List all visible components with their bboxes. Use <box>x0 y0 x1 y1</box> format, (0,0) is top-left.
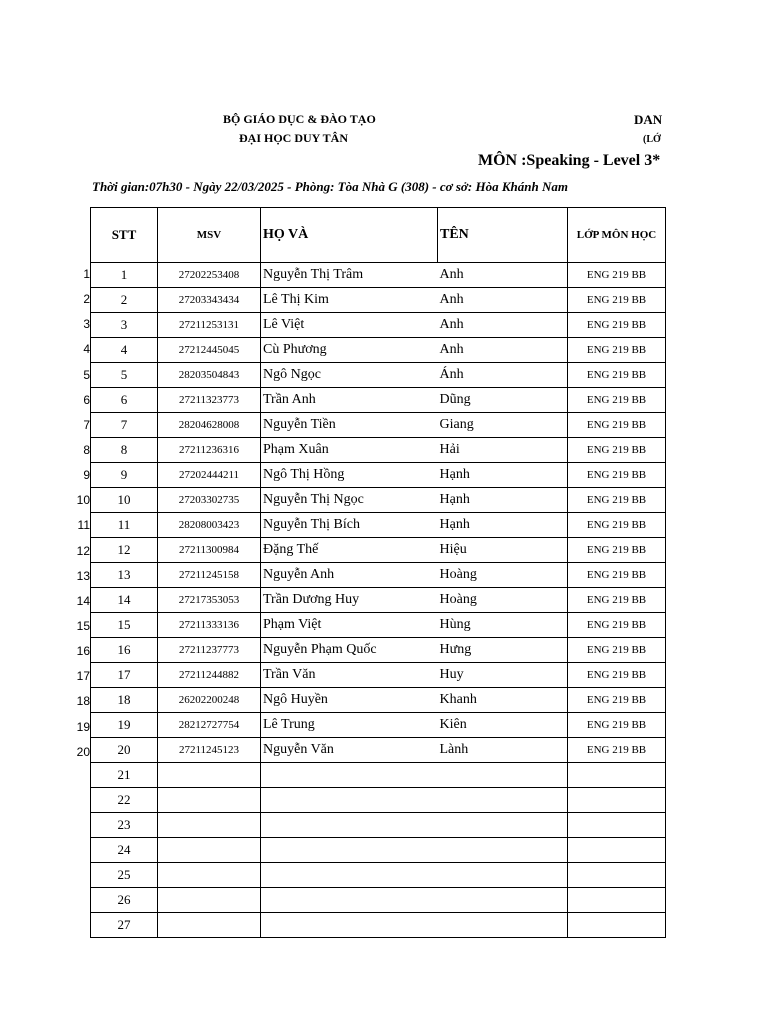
student-id <box>158 788 261 813</box>
student-family-name: Phạm Việt <box>261 613 438 638</box>
student-given-name: Lành <box>438 738 568 763</box>
ministry-name: BỘ GIÁO DỤC & ĐÀO TẠO <box>223 112 376 126</box>
student-class: ENG 219 BB <box>568 588 666 613</box>
student-stt: 24 <box>91 838 158 863</box>
student-family-name: Cù Phương <box>261 338 438 363</box>
table-row <box>91 888 666 913</box>
student-class: ENG 219 BB <box>568 613 666 638</box>
table-row <box>91 263 666 288</box>
student-class: ENG 219 BB <box>568 363 666 388</box>
student-class <box>568 788 666 813</box>
student-given-name: Anh <box>438 313 568 338</box>
student-class <box>568 913 666 938</box>
table-header-row <box>91 208 666 263</box>
row-number-gutter <box>62 262 90 941</box>
table-row <box>91 613 666 638</box>
student-class <box>568 863 666 888</box>
student-given-name: Hải <box>438 438 568 463</box>
student-given-name: Dũng <box>438 388 568 413</box>
row-number: 10 <box>76 493 90 508</box>
student-family-name: Trần Văn <box>261 663 438 688</box>
student-id: 27203343434 <box>158 288 261 313</box>
student-class: ENG 219 BB <box>568 488 666 513</box>
student-class: ENG 219 BB <box>568 538 666 563</box>
student-given-name: Hạnh <box>438 488 568 513</box>
row-number <box>62 815 90 840</box>
row-number: 18 <box>76 694 90 709</box>
student-id: 27202444211 <box>158 463 261 488</box>
row-number: 13 <box>76 568 90 583</box>
student-given-name <box>438 913 568 938</box>
student-family-name: Nguyễn Văn <box>261 738 438 763</box>
student-given-name <box>438 788 568 813</box>
row-number: 15 <box>76 618 90 633</box>
row-number <box>62 865 90 890</box>
student-class: ENG 219 BB <box>568 313 666 338</box>
student-stt: 12 <box>91 538 158 563</box>
student-family-name: Ngô Huyền <box>261 688 438 713</box>
row-number <box>62 916 90 941</box>
column-header-msv: MSV <box>158 208 261 263</box>
table-row <box>91 788 666 813</box>
student-stt: 21 <box>91 763 158 788</box>
student-family-name: Ngô Ngọc <box>261 363 438 388</box>
student-id: 27211237773 <box>158 638 261 663</box>
student-given-name: Giang <box>438 413 568 438</box>
row-number: 9 <box>83 468 90 483</box>
student-id: 27211245123 <box>158 738 261 763</box>
row-number: 6 <box>83 392 90 407</box>
row-number: 14 <box>76 593 90 608</box>
student-stt: 5 <box>91 363 158 388</box>
student-given-name: Hạnh <box>438 513 568 538</box>
table-row <box>91 638 666 663</box>
student-id: 27203302735 <box>158 488 261 513</box>
column-header-lop-mon-hoc: LỚP MÔN HỌC <box>568 208 666 263</box>
student-class: ENG 219 BB <box>568 288 666 313</box>
student-family-name: Nguyễn Phạm Quốc <box>261 638 438 663</box>
table-row <box>91 313 666 338</box>
row-number: 19 <box>76 719 90 734</box>
student-id <box>158 913 261 938</box>
student-family-name: Đặng Thế <box>261 538 438 563</box>
table-row <box>91 713 666 738</box>
row-number: 8 <box>83 442 90 457</box>
student-class: ENG 219 BB <box>568 338 666 363</box>
student-stt: 9 <box>91 463 158 488</box>
student-class: ENG 219 BB <box>568 563 666 588</box>
student-family-name: Lê Việt <box>261 313 438 338</box>
student-stt: 16 <box>91 638 158 663</box>
student-family-name: Ngô Thị Hồng <box>261 463 438 488</box>
table-row <box>91 338 666 363</box>
student-given-name: Hiệu <box>438 538 568 563</box>
exam-info: Thời gian:07h30 - Ngày 22/03/2025 - Phòng: Tòa Nhà G (308) - cơ sở: Hòa Khánh Nam <box>92 179 568 194</box>
student-id <box>158 813 261 838</box>
subject-title: MÔN :Speaking - Level 3* <box>478 152 661 169</box>
student-class: ENG 219 BB <box>568 438 666 463</box>
student-stt: 27 <box>91 913 158 938</box>
student-given-name: Khanh <box>438 688 568 713</box>
student-class: ENG 219 BB <box>568 513 666 538</box>
student-family-name: Nguyễn Thị Trâm <box>261 263 438 288</box>
student-id: 28203504843 <box>158 363 261 388</box>
student-class <box>568 813 666 838</box>
student-family-name: Lê Thị Kim <box>261 288 438 313</box>
student-stt: 10 <box>91 488 158 513</box>
student-id <box>158 888 261 913</box>
student-stt: 14 <box>91 588 158 613</box>
student-stt: 11 <box>91 513 158 538</box>
table-row <box>91 363 666 388</box>
student-id: 27211253131 <box>158 313 261 338</box>
student-family-name <box>261 763 438 788</box>
student-given-name: Hùng <box>438 613 568 638</box>
student-id: 28208003423 <box>158 513 261 538</box>
student-stt: 19 <box>91 713 158 738</box>
student-family-name <box>261 913 438 938</box>
table-row <box>91 838 666 863</box>
student-stt: 8 <box>91 438 158 463</box>
table-row <box>91 738 666 763</box>
student-family-name <box>261 863 438 888</box>
table-row <box>91 863 666 888</box>
student-stt: 18 <box>91 688 158 713</box>
student-given-name <box>438 813 568 838</box>
student-family-name: Trần Dương Huy <box>261 588 438 613</box>
table-row <box>91 563 666 588</box>
column-header-ho-va: HỌ VÀ <box>261 208 438 263</box>
row-number <box>62 840 90 865</box>
student-class <box>568 888 666 913</box>
student-given-name: Hoàng <box>438 588 568 613</box>
student-class: ENG 219 BB <box>568 388 666 413</box>
student-class: ENG 219 BB <box>568 713 666 738</box>
table-row <box>91 663 666 688</box>
student-family-name: Nguyễn Thị Ngọc <box>261 488 438 513</box>
student-class: ENG 219 BB <box>568 263 666 288</box>
table-row <box>91 813 666 838</box>
student-class: ENG 219 BB <box>568 663 666 688</box>
student-stt: 1 <box>91 263 158 288</box>
student-id: 27211333136 <box>158 613 261 638</box>
student-given-name: Anh <box>438 263 568 288</box>
student-stt: 25 <box>91 863 158 888</box>
student-id: 27202253408 <box>158 263 261 288</box>
table-row <box>91 913 666 938</box>
row-number: 11 <box>77 518 90 533</box>
table-row <box>91 513 666 538</box>
student-given-name <box>438 838 568 863</box>
student-table <box>90 207 666 938</box>
table-row <box>91 538 666 563</box>
student-stt: 26 <box>91 888 158 913</box>
student-family-name: Nguyễn Anh <box>261 563 438 588</box>
student-class: ENG 219 BB <box>568 688 666 713</box>
table-row <box>91 588 666 613</box>
student-id: 28212727754 <box>158 713 261 738</box>
document-subtitle: (LỚ <box>643 134 661 145</box>
student-class <box>568 838 666 863</box>
student-id: 28204628008 <box>158 413 261 438</box>
student-stt: 3 <box>91 313 158 338</box>
student-stt: 4 <box>91 338 158 363</box>
student-id: 27212445045 <box>158 338 261 363</box>
row-number: 16 <box>76 644 90 659</box>
table-row <box>91 488 666 513</box>
row-number: 20 <box>76 744 90 759</box>
student-given-name: Anh <box>438 338 568 363</box>
row-number <box>62 765 90 790</box>
student-stt: 2 <box>91 288 158 313</box>
column-header-ten: TÊN <box>438 208 568 263</box>
university-name: ĐẠI HỌC DUY TÂN <box>239 131 349 145</box>
student-id: 27211244882 <box>158 663 261 688</box>
student-given-name: Kiên <box>438 713 568 738</box>
student-id <box>158 838 261 863</box>
student-family-name: Lê Trung <box>261 713 438 738</box>
row-number: 1 <box>83 267 90 281</box>
student-given-name <box>438 863 568 888</box>
table-row <box>91 463 666 488</box>
student-id: 27217353053 <box>158 588 261 613</box>
student-given-name: Huy <box>438 663 568 688</box>
student-stt: 6 <box>91 388 158 413</box>
student-family-name: Nguyễn Thị Bích <box>261 513 438 538</box>
table-row <box>91 388 666 413</box>
table-row <box>91 413 666 438</box>
table-row <box>91 288 666 313</box>
student-given-name: Ánh <box>438 363 568 388</box>
student-given-name: Anh <box>438 288 568 313</box>
student-family-name <box>261 888 438 913</box>
student-id <box>158 863 261 888</box>
student-class: ENG 219 BB <box>568 413 666 438</box>
student-given-name: Hoàng <box>438 563 568 588</box>
student-stt: 23 <box>91 813 158 838</box>
row-number: 17 <box>76 669 90 684</box>
student-given-name <box>438 888 568 913</box>
row-number: 12 <box>76 543 90 558</box>
document-title: DAN <box>634 112 663 127</box>
student-id: 26202200248 <box>158 688 261 713</box>
student-family-name: Phạm Xuân <box>261 438 438 463</box>
student-id: 27211300984 <box>158 538 261 563</box>
student-class <box>568 763 666 788</box>
student-family-name: Nguyễn Tiền <box>261 413 438 438</box>
student-class: ENG 219 BB <box>568 463 666 488</box>
row-number: 2 <box>83 292 90 307</box>
student-stt: 15 <box>91 613 158 638</box>
student-given-name: Hưng <box>438 638 568 663</box>
row-number <box>62 790 90 815</box>
student-stt: 7 <box>91 413 158 438</box>
student-family-name: Trần Anh <box>261 388 438 413</box>
student-stt: 17 <box>91 663 158 688</box>
student-stt: 22 <box>91 788 158 813</box>
row-number: 7 <box>83 417 90 432</box>
student-id: 27211236316 <box>158 438 261 463</box>
row-number: 5 <box>83 367 90 382</box>
student-class: ENG 219 BB <box>568 738 666 763</box>
student-given-name: Hạnh <box>438 463 568 488</box>
row-number <box>62 891 90 916</box>
table-body <box>91 263 666 938</box>
column-header-stt: STT <box>91 208 158 263</box>
table-row <box>91 763 666 788</box>
student-id: 27211245158 <box>158 563 261 588</box>
student-stt: 20 <box>91 738 158 763</box>
student-given-name <box>438 763 568 788</box>
student-stt: 13 <box>91 563 158 588</box>
student-id <box>158 763 261 788</box>
student-family-name <box>261 838 438 863</box>
row-number: 3 <box>83 317 90 332</box>
student-class: ENG 219 BB <box>568 638 666 663</box>
student-family-name <box>261 788 438 813</box>
table-row <box>91 688 666 713</box>
table-row <box>91 438 666 463</box>
student-id: 27211323773 <box>158 388 261 413</box>
student-family-name <box>261 813 438 838</box>
row-number: 4 <box>83 342 90 357</box>
